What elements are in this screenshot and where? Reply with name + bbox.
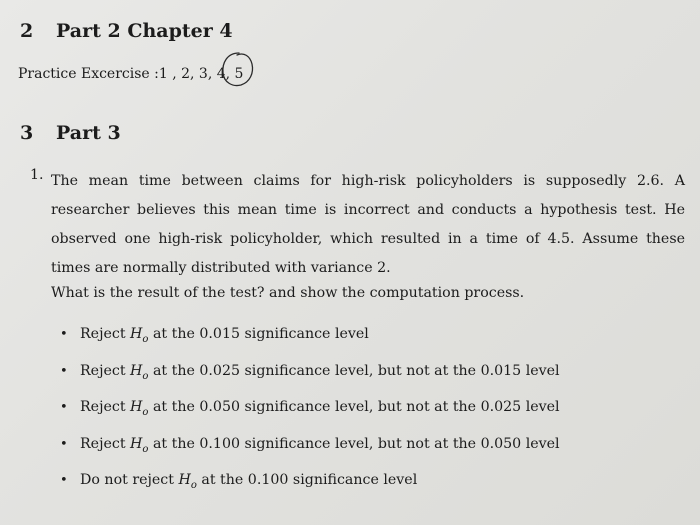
option-text: [80, 362, 560, 386]
hypothesis-symbol: $H_o$: [130, 362, 149, 382]
option-suffix: at the 0.100 significance level: [201, 472, 418, 488]
problem-statement: The mean time between claims for high-risk policyholders is supposedly 2.6. A researcher believes this mean time is incorrect and conducts a hypothesis test. He observed one high-risk policyholder, which resulted in a time of 4.5. Assume these times are normally distributed with variance 2.: [51, 173, 685, 276]
option-prefix: Do not reject: [80, 472, 174, 488]
option-suffix: at the 0.015 significance level: [152, 326, 369, 342]
answer-option: [60, 325, 560, 362]
answer-option: [60, 471, 560, 508]
problem-1: [30, 167, 685, 283]
option-prefix: Reject: [80, 435, 126, 452]
section-heading-part-2: [20, 20, 233, 42]
hypothesis-symbol: $H_o$: [130, 399, 149, 418]
answer-option: [60, 398, 560, 435]
section-title: Part 2 Chapter 4: [56, 20, 233, 42]
hypothesis-symbol: $H_o$: [130, 326, 149, 345]
bullet: •: [60, 327, 68, 342]
answer-option: [60, 435, 560, 472]
bullet: •: [60, 363, 68, 379]
option-suffix: at the 0.050 significance level, but not at the 0.025 level: [152, 399, 560, 415]
option-text: [80, 325, 369, 349]
problem-question: What is the result of the test? and show the computation process.: [51, 285, 525, 301]
problem-number: 1.: [30, 167, 44, 183]
bullet: •: [60, 400, 68, 415]
bullet: •: [60, 473, 68, 488]
option-suffix: at the 0.025 significance level, but not at the 0.015 level: [152, 362, 560, 379]
option-text: [80, 471, 417, 495]
section-number: 3: [20, 122, 34, 144]
hypothesis-symbol: $H_o$: [130, 435, 149, 455]
answer-options: [60, 325, 560, 508]
option-suffix: at the 0.100 significance level, but not at the 0.050 level: [152, 435, 560, 452]
bullet: •: [60, 436, 68, 452]
section-title: Part 3: [56, 122, 121, 144]
practice-exercise-line: Practice Excercise :1 , 2, 3, 4, 5: [18, 66, 244, 82]
option-prefix: Reject: [80, 362, 126, 379]
option-text: [80, 435, 560, 459]
hypothesis-symbol: $H_o$: [178, 472, 197, 491]
option-prefix: Reject: [80, 326, 126, 342]
answer-option: [60, 362, 560, 399]
option-text: [80, 398, 560, 422]
handwritten-circle-mark: [217, 49, 257, 89]
option-prefix: Reject: [80, 399, 126, 415]
section-number: 2: [20, 20, 34, 42]
section-heading-part-3: [20, 122, 121, 144]
